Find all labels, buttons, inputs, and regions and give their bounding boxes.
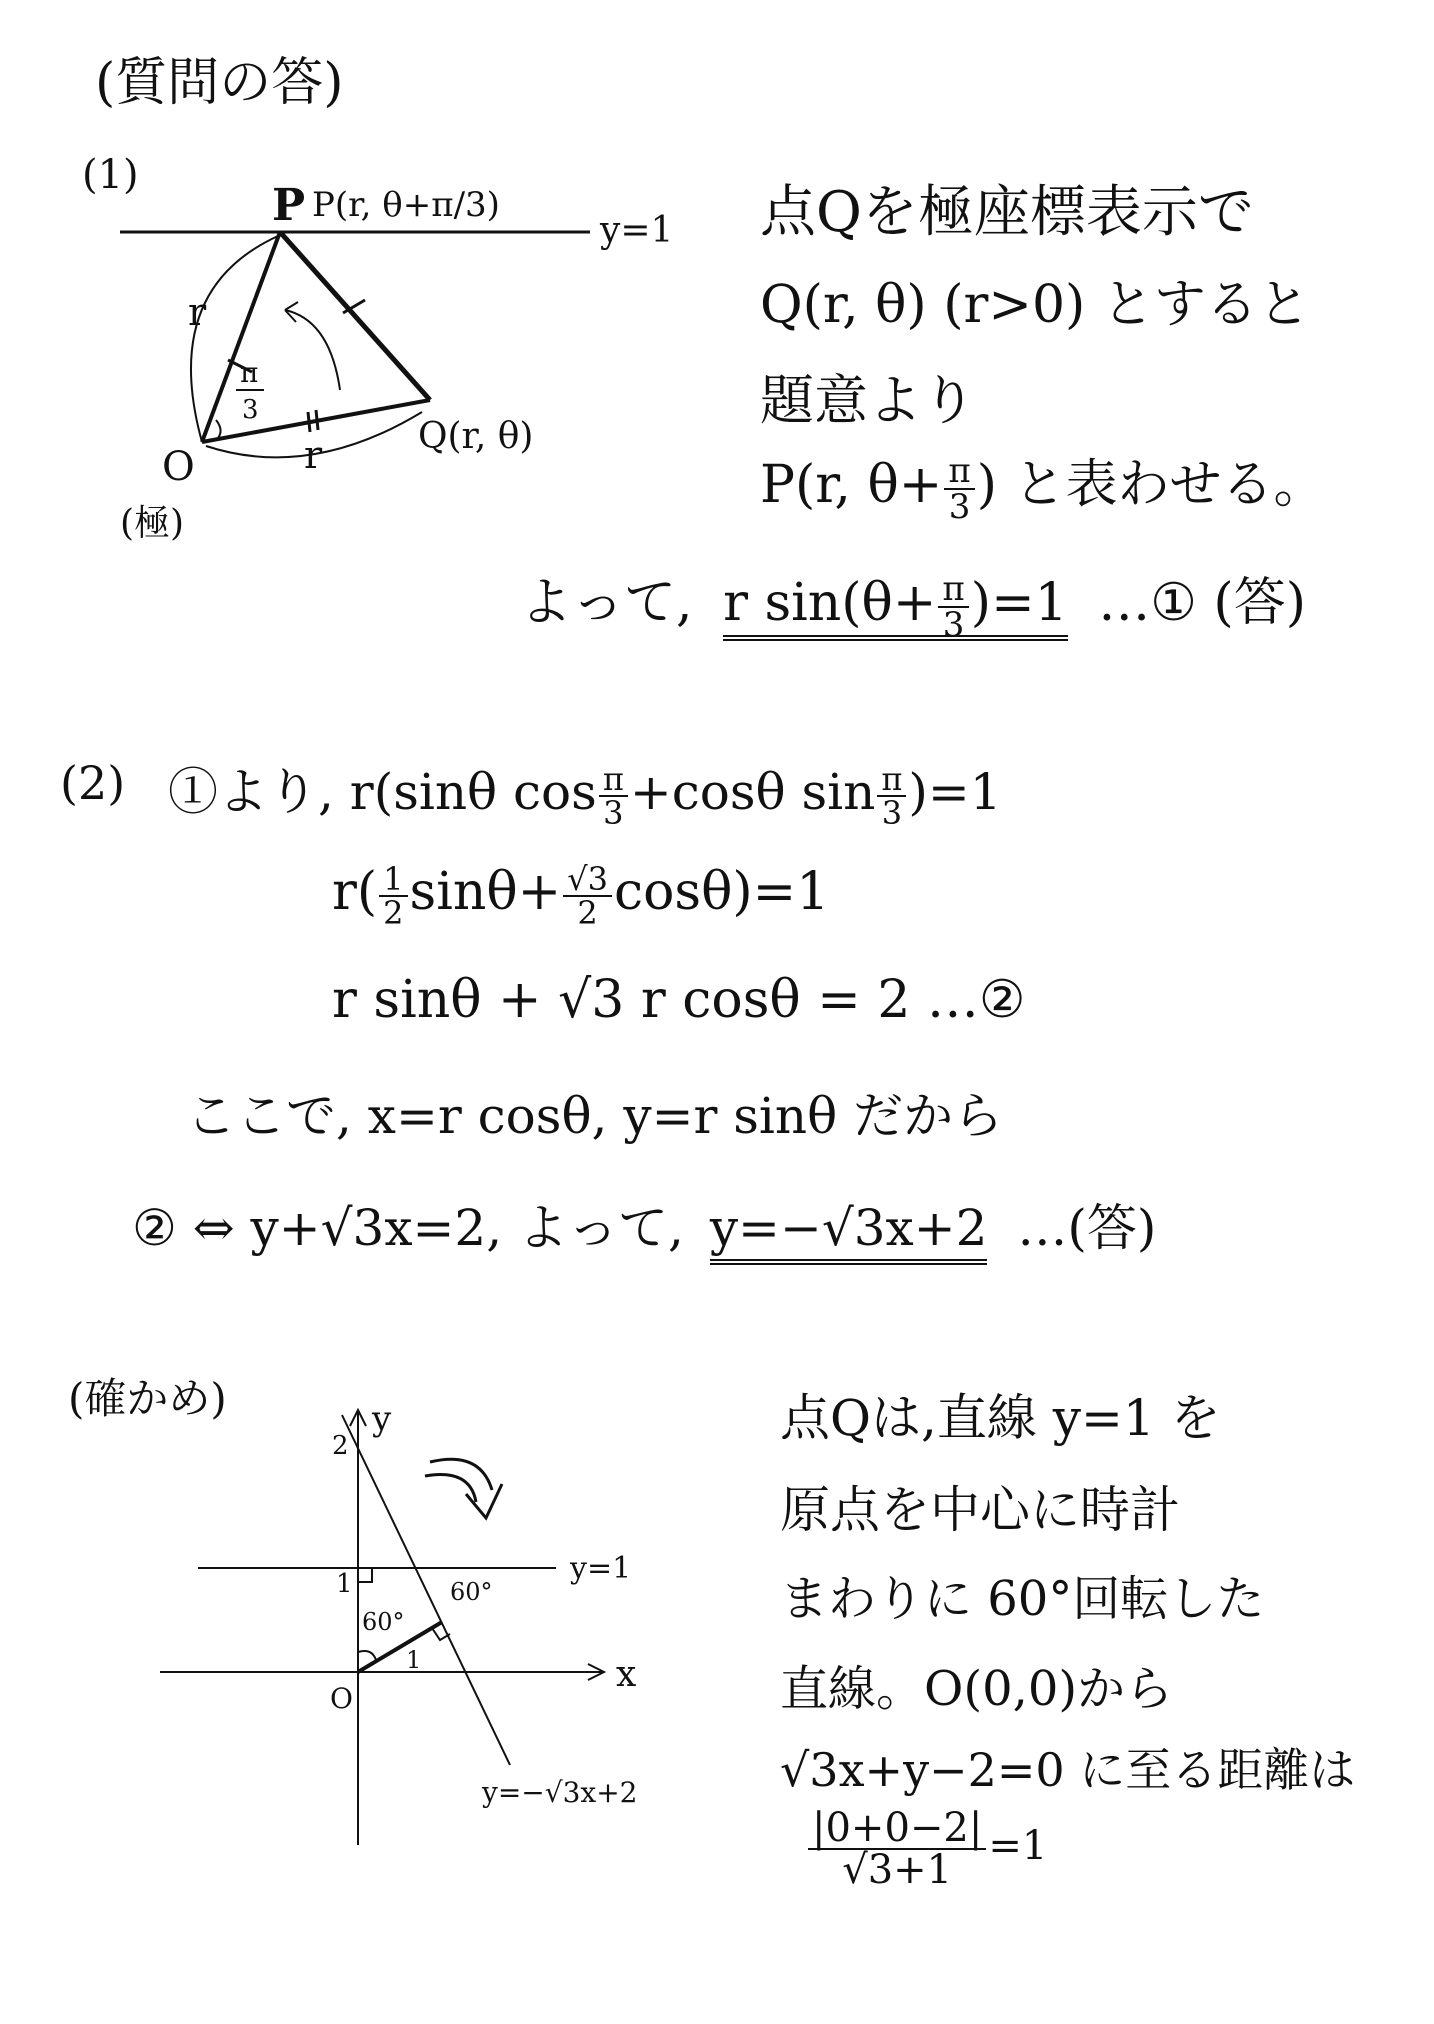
part2-line1-den1: 3 [603,794,624,832]
part2-line2 [332,859,830,932]
part2-line2-den1: 2 [383,893,404,932]
y-axis-label: y [372,1399,392,1439]
origin-label: O [330,1682,353,1715]
part2-line1-mid: +cosθ sin [629,763,876,821]
part2-line1-pre: ①より, r(sinθ cos [168,763,597,821]
part1-eq-den: 3 [942,604,965,645]
line-y1-label: y=1 [600,210,674,251]
part2-line2-den2: 2 [577,893,598,932]
part1-line4-den: 3 [948,486,971,527]
tick-1: 1 [336,1569,353,1599]
check-text-line4: 直線。O(0,0)から [780,1661,1174,1717]
part2-line1-frac2 [877,760,906,832]
part2-line1-den2: 3 [881,794,903,832]
part1-line4-pre: P(r, θ+ [760,455,943,515]
point-P-letter: P [272,180,306,231]
part1-text-line1: 点Qを極座標表示で [760,180,1254,245]
part2-line2-frac2 [563,859,612,932]
part2-label: (2) [60,756,126,810]
part2-line1-num1: π [599,763,628,797]
part2-line2-mid: sinθ+ [409,862,562,922]
part1-line4-frac [944,450,974,527]
part2-line2-post: cosθ)=1 [613,862,830,922]
pole-label: (極) [120,503,185,544]
part1-answer-equation [723,568,1068,645]
rotation-arc [285,310,340,390]
angle-pi: π [240,356,259,389]
distance-numerator: |0+0−2| [808,1808,986,1850]
part1-eq-num: π [938,572,968,608]
distance-formula [806,1805,1048,1893]
angle-60-intersection: 60° [450,1578,493,1606]
segment-OP [202,232,280,442]
part1-text-line3: 題意より [760,369,976,432]
check-graph [150,1390,710,1860]
angle-3: 3 [242,395,259,425]
part1-eq-post: )=1 [970,573,1068,633]
part2-line5-tail: …(答) [1017,1199,1157,1257]
part1-label: (1) [82,152,139,198]
part2-line2-num1: 1 [379,863,407,897]
part2-line5-pre: ② ⇔ y+√3x=2, よって, [132,1199,684,1257]
part2-line2-frac1 [379,859,407,932]
right-angle-marker-y [358,1568,372,1582]
part2-line2-pre: r( [332,862,378,922]
part2-line5 [132,1188,1156,1260]
check-text-line2: 原点を中心に時計 [780,1481,1180,1539]
check-text-line3: まわりに 60°回転した [780,1571,1265,1627]
point-Q-label: Q(r, θ) [418,416,534,457]
part2-line3: r sinθ + √3 r cosθ = 2 …② [332,970,1026,1030]
part2-line1-post: )=1 [908,763,1002,821]
part1-eq-pre: r sin(θ+ [723,573,937,633]
check-text-line5: √3x+y−2=0 に至る距離は [780,1743,1356,1797]
r-bottom-label: r [304,433,323,477]
angle-60-origin: 60° [362,1608,405,1636]
line-y1-label: y=1 [570,1551,632,1586]
part2-line1-num2: π [877,763,906,797]
part1-line4-post: ) と表わせる。 [976,455,1326,515]
distance-denominator: √3+1 [842,1847,953,1893]
part1-line4-num: π [944,454,974,490]
check-label: (確かめ) [68,1374,227,1423]
part1-conclusion [520,560,1306,645]
part2-line1-frac1 [599,760,628,832]
part1-conclusion-pre: よって, [520,573,693,633]
point-P-label: P(r, θ+π/3) [312,185,500,225]
part1-eq-frac [938,568,968,645]
distance-result: =1 [988,1823,1048,1869]
part2-line1 [168,752,1002,832]
angle-arc [216,420,221,438]
tick-2: 2 [332,1431,349,1461]
tick-mark [308,412,310,432]
distance-1-label: 1 [406,1646,422,1674]
part2-answer-equation: y=−√3x+2 [710,1199,988,1265]
line-main-label: y=−√3x+2 [482,1776,638,1809]
part1-text-line2: Q(r, θ) (r>0) とすると [760,275,1310,335]
page-title: (質問の答) [95,53,344,113]
part1-text-line4 [760,442,1326,527]
triangle-diagram [100,150,700,570]
angle-arc-origin [358,1651,376,1660]
x-axis-label: x [616,1654,637,1695]
part2-line4: ここで, x=r cosθ, y=r sinθ だから [186,1087,1004,1145]
distance-fraction [808,1805,986,1893]
tick-mark [316,410,318,430]
part1-conclusion-tail: …① (答) [1098,573,1306,633]
r-left-label: r [188,290,207,334]
part2-line2-num2: √3 [563,863,612,897]
check-text-line1: 点Qは,直線 y=1 を [780,1389,1221,1447]
origin-O: O [162,444,195,490]
